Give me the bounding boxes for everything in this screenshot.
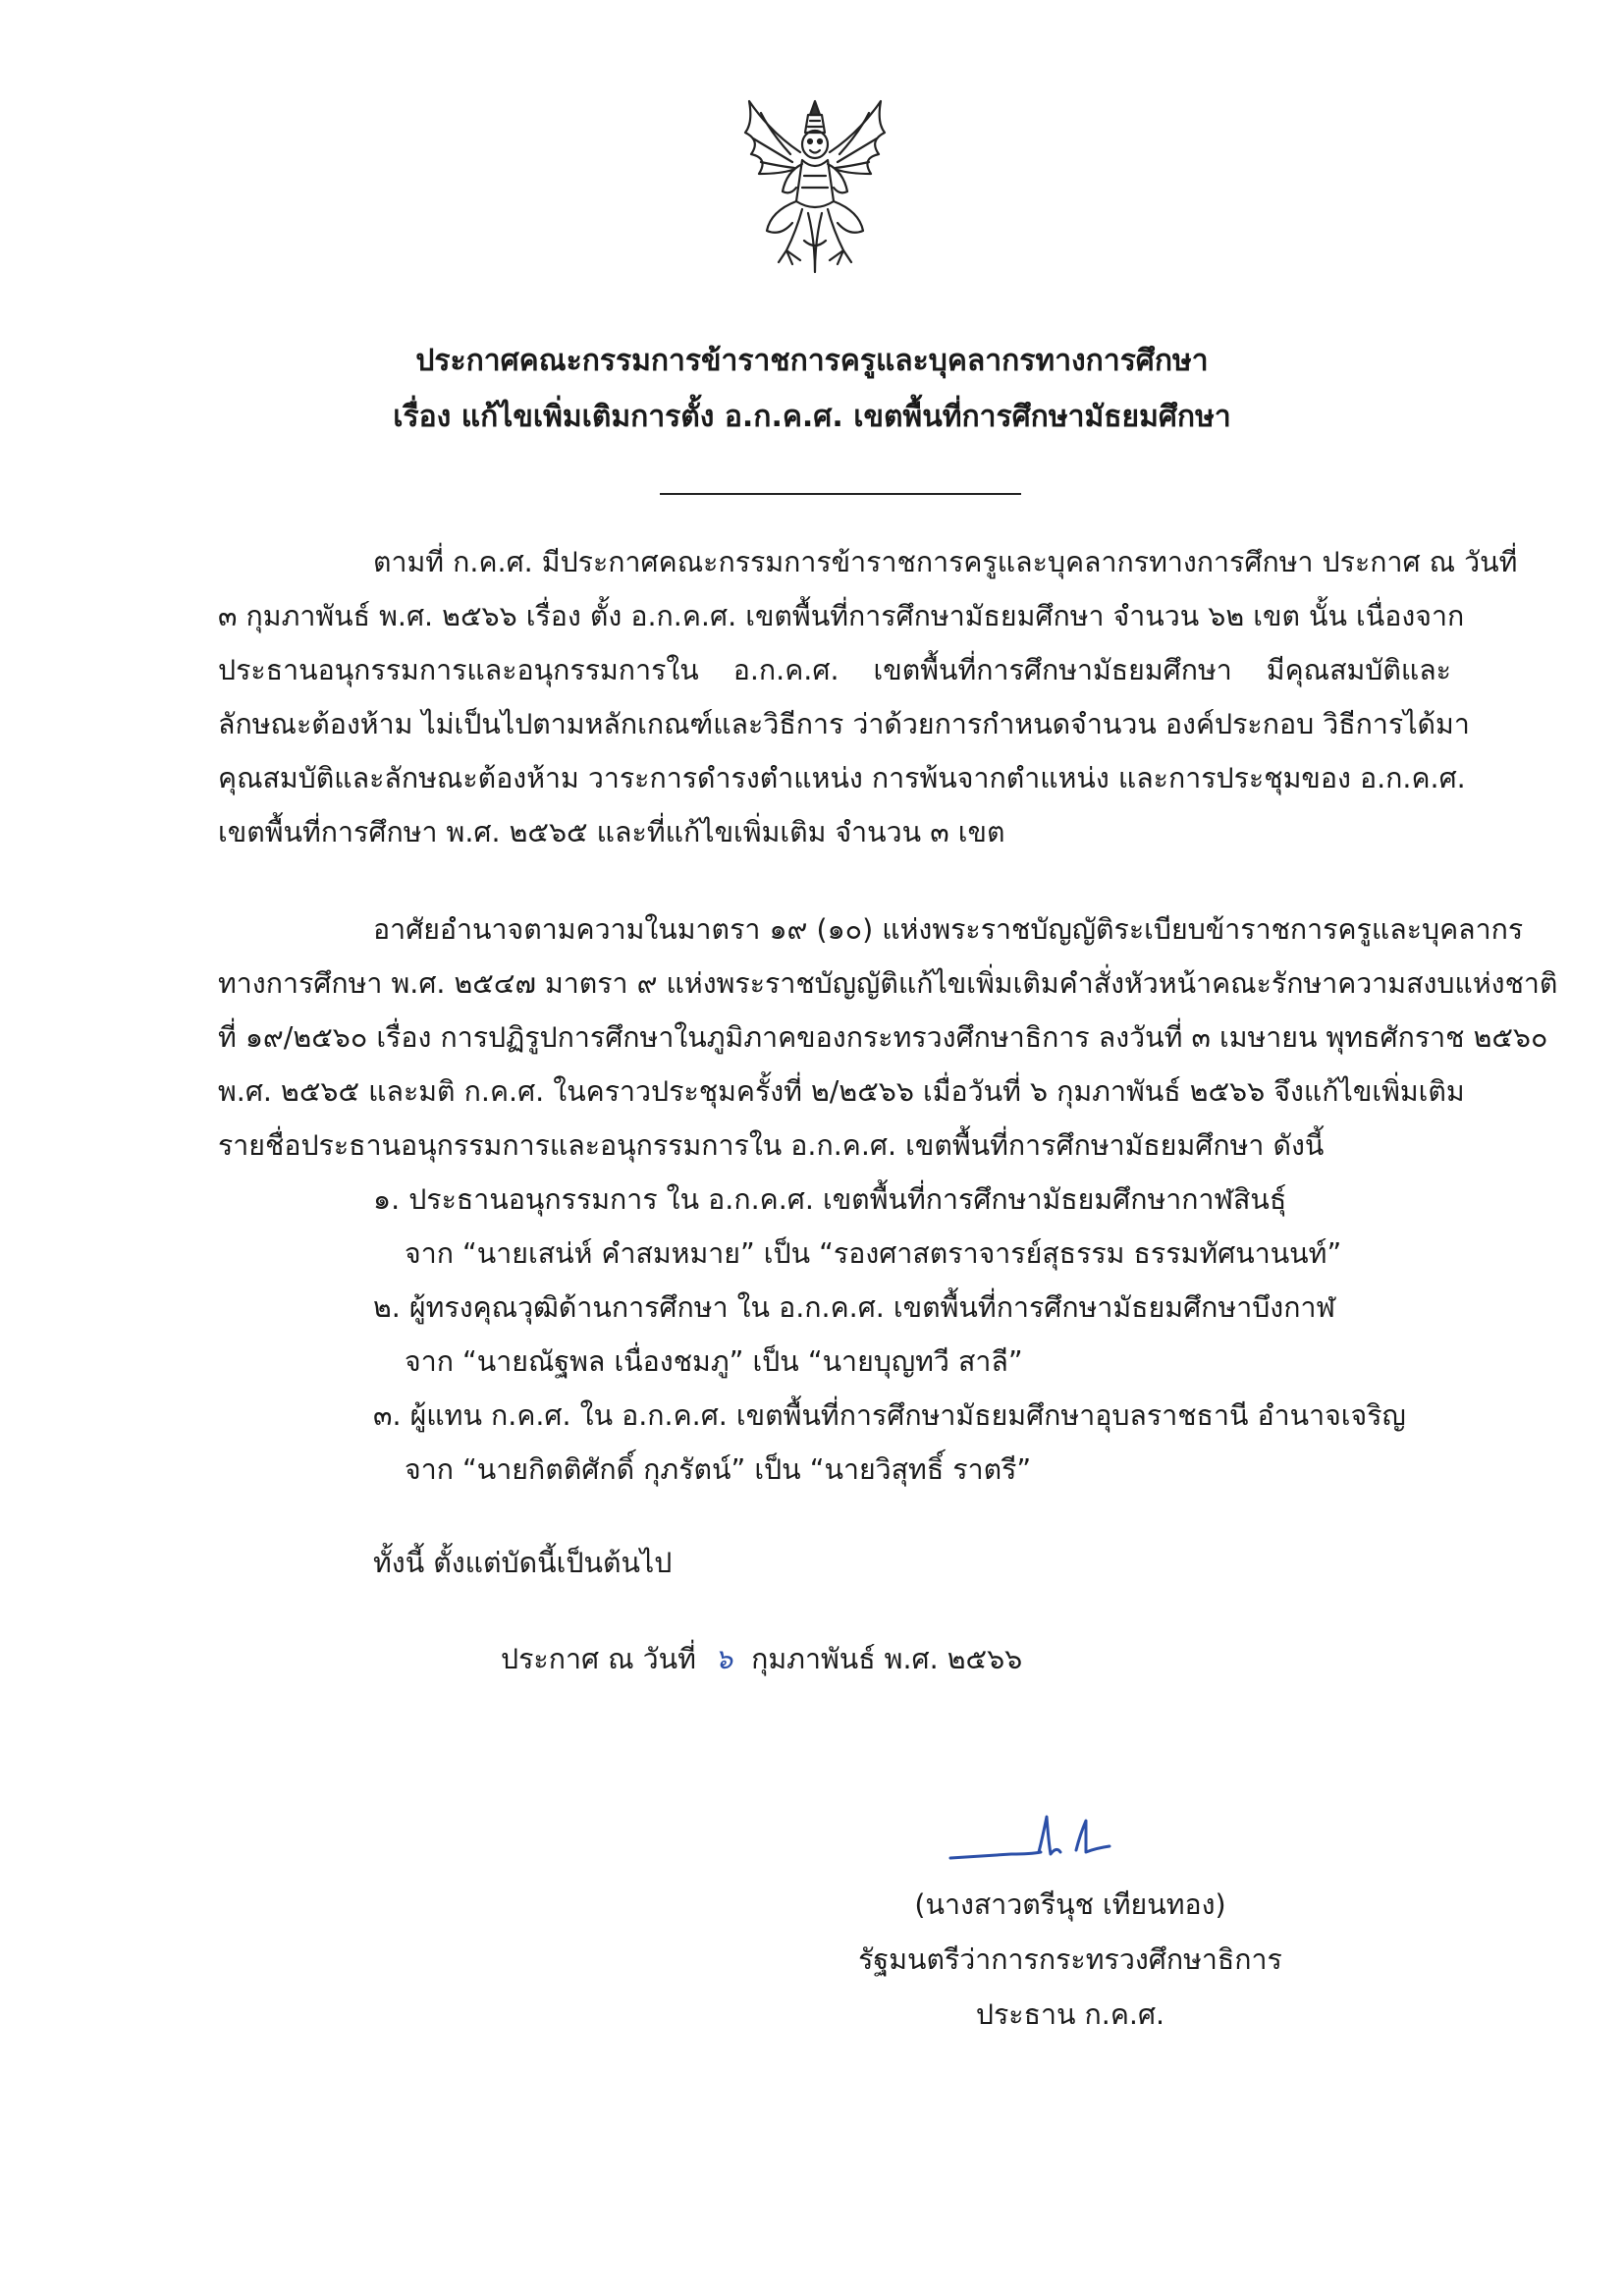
paragraph2-line: รายชื่อประธานอนุกรรมการและอนุกรรมการใน อ.ก.ค.ศ. เขตพื้นที่การศึกษามัธยมศึกษา ดังนี้ <box>218 1129 1325 1162</box>
document-subject: เรื่อง แก้ไขเพิ่มเติมการตั้ง อ.ก.ค.ศ. เขตพื้นที่การศึกษามัธยมศึกษา <box>393 400 1231 434</box>
list-item-change: จาก “นายเสน่ห์ คำสมหมาย” เป็น “รองศาสตราจารย์สุธรรม ธรรมทัศนานนท์” <box>405 1237 1342 1270</box>
handwritten-day: ๖ <box>714 1643 733 1675</box>
list-item: ๒. ผู้ทรงคุณวุฒิด้านการศึกษา ใน อ.ก.ค.ศ. เขตพื้นที่การศึกษามัธยมศึกษาบึงกาฬ <box>373 1291 1335 1324</box>
paragraph2-line: ทางการศึกษา พ.ศ. ๒๕๔๗ มาตรา ๙ แห่งพระราชบัญญัติแก้ไขเพิ่มเติมคำสั่งหัวหน้าคณะรักษาความสงบแห่งชาติ <box>218 967 1558 1000</box>
signatory-position: รัฐมนตรีว่าการกระทรวงศึกษาธิการ <box>858 1943 1282 1976</box>
paragraph2-line: อาศัยอำนาจตามความในมาตรา ๑๙ (๑๐) แห่งพระราชบัญญัติระเบียบข้าราชการครูและบุคลากร <box>373 913 1524 946</box>
title-divider <box>660 493 1021 495</box>
paragraph1-line: ประธานอนุกรรมการและอนุกรรมการใน อ.ก.ค.ศ. เขตพื้นที่การศึกษามัธยมศึกษา มีคุณสมบัติและ <box>218 654 1451 686</box>
list-item: ๑. ประธานอนุกรรมการ ใน อ.ก.ค.ศ. เขตพื้นที่การศึกษามัธยมศึกษากาฬสินธุ์ <box>373 1183 1287 1216</box>
announcement-date-suffix: กุมภาพันธ์ พ.ศ. ๒๕๖๖ <box>751 1643 1023 1675</box>
closing-statement: ทั้งนี้ ตั้งแต่บัดนี้เป็นต้นไป <box>373 1547 673 1579</box>
announcement-date <box>501 1640 1022 1679</box>
list-item-change: จาก “นายณัฐพล เนื่องชมภู” เป็น “นายบุญทวี สาลี” <box>405 1345 1023 1378</box>
signature-mark <box>943 1797 1129 1886</box>
paragraph1-line: เขตพื้นที่การศึกษา พ.ศ. ๒๕๖๕ และที่แก้ไขเพิ่มเติม จำนวน ๓ เขต <box>218 816 1005 848</box>
list-item-change: จาก “นายกิตติศักดิ์ กุภรัตน์” เป็น “นายวิสุทธิ์ ราตรี” <box>405 1453 1032 1486</box>
paragraph1-line: ลักษณะต้องห้าม ไม่เป็นไปตามหลักเกณฑ์และวิธีการ ว่าด้วยการกำหนดจำนวน องค์ประกอบ วิธีการได้มา <box>218 708 1470 740</box>
garuda-emblem-icon <box>731 93 898 280</box>
paragraph1-line: ๓ กุมภาพันธ์ พ.ศ. ๒๕๖๖ เรื่อง ตั้ง อ.ก.ค.ศ. เขตพื้นที่การศึกษามัธยมศึกษา จำนวน ๖๒ เขต นั้น เนื่องจาก <box>218 600 1465 632</box>
signatory-name: (นางสาวตรีนุช เทียนทอง) <box>914 1888 1226 1921</box>
paragraph2-line: ที่ ๑๙/๒๕๖๐ เรื่อง การปฏิรูปการศึกษาในภูมิภาคของกระทรวงศึกษาธิการ ลงวันที่ ๓ เมษายน พุทธศักราช ๒๕๖๐ <box>218 1021 1548 1054</box>
announcement-date-prefix: ประกาศ ณ วันที่ <box>501 1643 696 1675</box>
paragraph1-line: คุณสมบัติและลักษณะต้องห้าม วาระการดำรงตำแหน่ง การพ้นจากตำแหน่ง และการประชุมของ อ.ก.ค.ศ. <box>218 762 1466 794</box>
list-item: ๓. ผู้แทน ก.ค.ศ. ใน อ.ก.ค.ศ. เขตพื้นที่การศึกษามัธยมศึกษาอุบลราชธานี อำนาจเจริญ <box>373 1399 1406 1432</box>
document-title: ประกาศคณะกรรมการข้าราชการครูและบุคลากรทางการศึกษา <box>415 344 1209 378</box>
signatory-role: ประธาน ก.ค.ศ. <box>975 1998 1165 2031</box>
paragraph1-line: ตามที่ ก.ค.ศ. มีประกาศคณะกรรมการข้าราชการครูและบุคลากรทางการศึกษา ประกาศ ณ วันที่ <box>373 546 1518 578</box>
paragraph2-line: พ.ศ. ๒๕๖๕ และมติ ก.ค.ศ. ในคราวประชุมครั้งที่ ๒/๒๕๖๖ เมื่อวันที่ ๖ กุมภาพันธ์ ๒๕๖๖ จึงแก้ไขเพิ่มเติม <box>218 1075 1465 1108</box>
